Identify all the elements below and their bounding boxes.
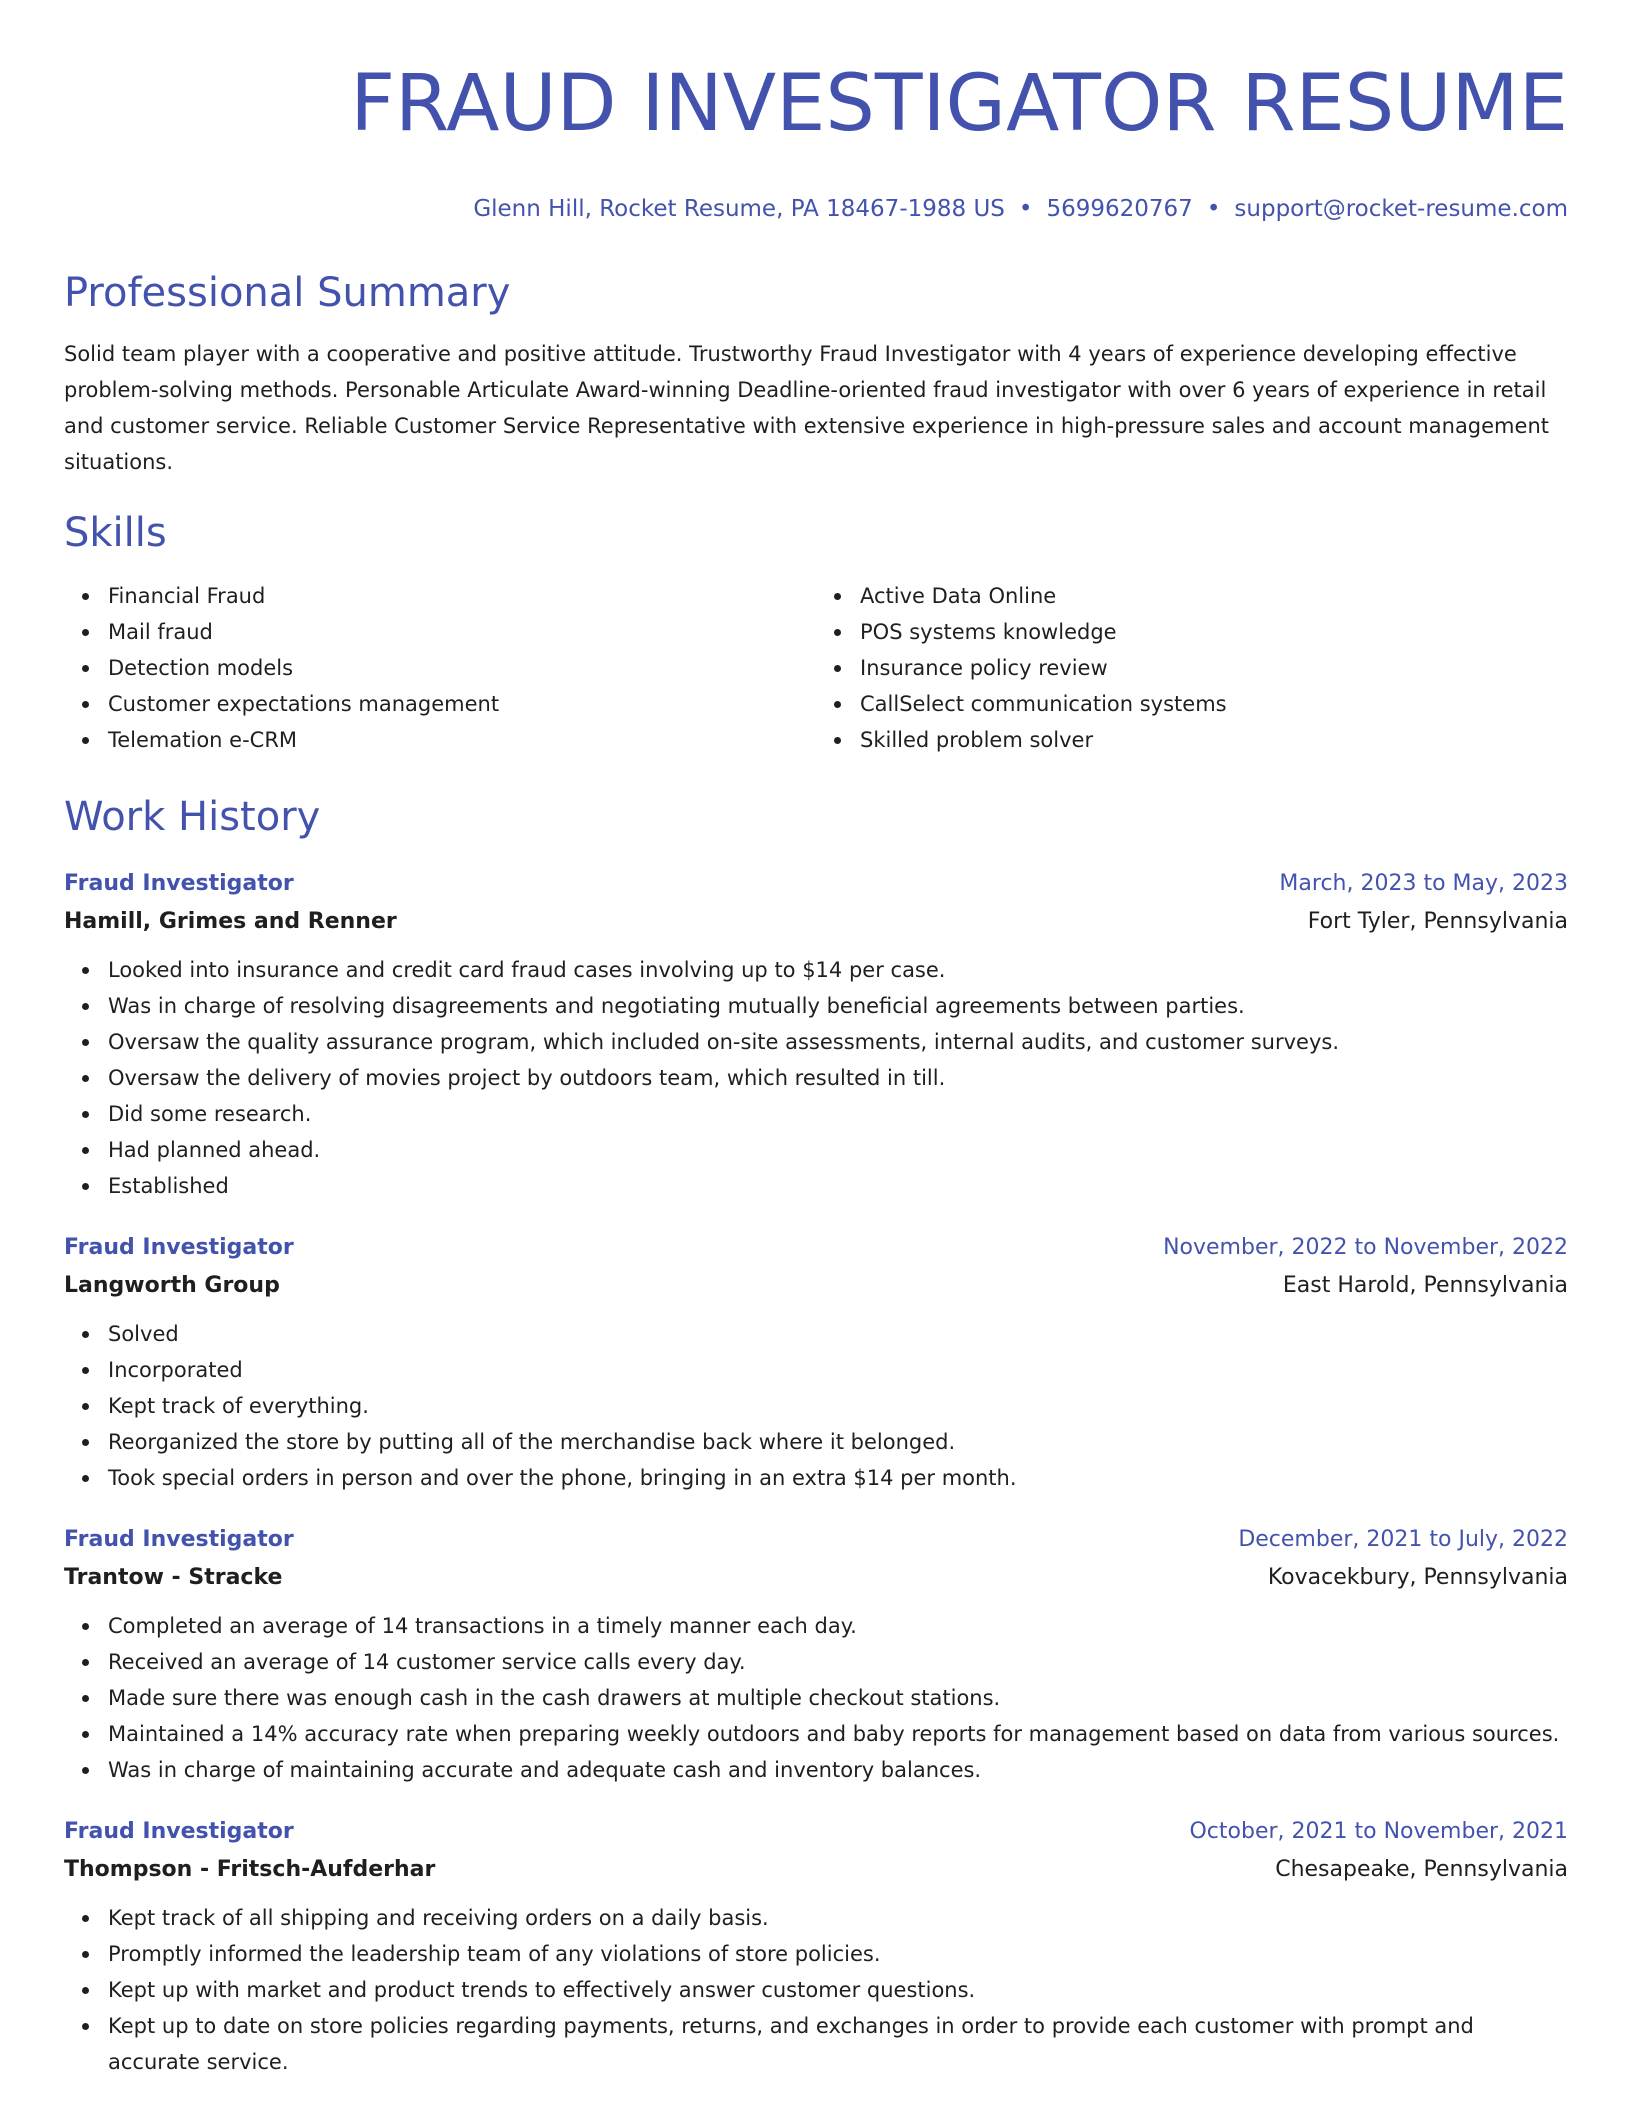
- job-location: Chesapeake, Pennsylvania: [1275, 1857, 1568, 1882]
- job-company-row: [64, 1850, 1568, 1890]
- job-title-row: [64, 1522, 1568, 1558]
- job-bullets: [64, 1608, 1568, 1788]
- job-bullet: Did some research.: [108, 1096, 1568, 1132]
- job-bullet: Kept up with market and product trends to effectively answer customer questions.: [108, 1972, 1568, 2008]
- summary-text: Solid team player with a cooperative and positive attitude. Trustworthy Fraud Investigator with 4 years of experience developing effective problem-solving methods. Personable Articulate Award-winning Deadline-oriented fraud investigator with over 6 years of experience in retail and customer service. Reliable Customer Service Representative with extensive experience in high-pressure sales and account management situations.: [64, 342, 1549, 474]
- skills-grid: [64, 578, 1568, 758]
- job-bullet: Kept up to date on store policies regarding payments, returns, and exchanges in order to provide each customer with prompt and accurate service.: [108, 2008, 1568, 2080]
- job-company: Hamill, Grimes and Renner: [64, 909, 397, 934]
- work-history-heading: Work History: [64, 794, 321, 840]
- contact-phone: 5699620767: [1046, 196, 1193, 222]
- job-bullet: Incorporated: [108, 1352, 1568, 1388]
- job-title: Fraud Investigator: [64, 871, 294, 896]
- skills-heading: Skills: [64, 510, 167, 556]
- work-history-list: [64, 866, 1568, 2080]
- job-title: Fraud Investigator: [64, 1527, 294, 1552]
- job-bullet: Kept track of all shipping and receiving orders on a daily basis.: [108, 1900, 1568, 1936]
- job-bullet: Was in charge of resolving disagreements and negotiating mutually beneficial agreements between parties.: [108, 988, 1568, 1024]
- contact-separator: •: [1206, 196, 1221, 222]
- skills-left-column: [64, 578, 816, 758]
- job-bullet: Maintained a 14% accuracy rate when preparing weekly outdoors and baby reports for management based on data from various sources.: [108, 1716, 1568, 1752]
- job-bullet: Promptly informed the leadership team of any violations of store policies.: [108, 1936, 1568, 1972]
- job-company: Trantow - Stracke: [64, 1565, 283, 1590]
- skill-item: CallSelect communication systems: [860, 686, 1568, 722]
- job-entry: [64, 1814, 1568, 2080]
- job-company: Thompson - Fritsch-Aufderhar: [64, 1857, 436, 1882]
- skill-item: Customer expectations management: [108, 686, 816, 722]
- job-bullet: Oversaw the delivery of movies project by outdoors team, which resulted in till.: [108, 1060, 1568, 1096]
- resume-page: [64, 0, 1568, 2080]
- job-bullets: [64, 1900, 1568, 2080]
- job-bullet: Was in charge of maintaining accurate and adequate cash and inventory balances.: [108, 1752, 1568, 1788]
- skill-item: Skilled problem solver: [860, 722, 1568, 758]
- contact-separator: •: [1018, 196, 1033, 222]
- job-bullet: Kept track of everything.: [108, 1388, 1568, 1424]
- job-bullet: Established: [108, 1168, 1568, 1204]
- job-bullet: Had planned ahead.: [108, 1132, 1568, 1168]
- job-title-row: [64, 1230, 1568, 1266]
- job-location: Kovacekbury, Pennsylvania: [1267, 1565, 1568, 1590]
- job-bullet: Completed an average of 14 transactions in a timely manner each day.: [108, 1608, 1568, 1644]
- job-title: Fraud Investigator: [64, 1235, 294, 1260]
- job-bullet: Reorganized the store by putting all of the merchandise back where it belonged.: [108, 1424, 1568, 1460]
- skills-right-column: [816, 578, 1568, 758]
- skill-item: Mail fraud: [108, 614, 816, 650]
- job-company-row: [64, 1558, 1568, 1598]
- job-bullet: Received an average of 14 customer service calls every day.: [108, 1644, 1568, 1680]
- skill-item: POS systems knowledge: [860, 614, 1568, 650]
- job-dates: October, 2021 to November, 2021: [1189, 1819, 1568, 1844]
- skill-item: Active Data Online: [860, 578, 1568, 614]
- summary-heading: Professional Summary: [64, 270, 511, 316]
- job-bullet: Looked into insurance and credit card fraud cases involving up to $14 per case.: [108, 952, 1568, 988]
- contact-address: Glenn Hill, Rocket Resume, PA 18467-1988 US: [473, 196, 1005, 222]
- job-entry: [64, 866, 1568, 1204]
- job-company-row: [64, 1266, 1568, 1306]
- job-title: Fraud Investigator: [64, 1819, 294, 1844]
- job-bullet: Made sure there was enough cash in the cash drawers at multiple checkout stations.: [108, 1680, 1568, 1716]
- resume-title: FRAUD INVESTIGATOR RESUME: [350, 59, 1568, 149]
- job-bullets: [64, 1316, 1568, 1496]
- job-dates: March, 2023 to May, 2023: [1279, 871, 1568, 896]
- job-location: East Harold, Pennsylvania: [1282, 1273, 1568, 1298]
- job-bullet: Took special orders in person and over the phone, bringing in an extra $14 per month.: [108, 1460, 1568, 1496]
- contact-line: [64, 194, 1568, 224]
- job-title-row: [64, 1814, 1568, 1850]
- job-bullet: Oversaw the quality assurance program, which included on-site assessments, internal audits, and customer surveys.: [108, 1024, 1568, 1060]
- job-entry: [64, 1522, 1568, 1788]
- skill-item: Detection models: [108, 650, 816, 686]
- skill-item: Financial Fraud: [108, 578, 816, 614]
- job-location: Fort Tyler, Pennsylvania: [1307, 909, 1568, 934]
- skill-item: Telemation e-CRM: [108, 722, 816, 758]
- job-entry: [64, 1230, 1568, 1496]
- job-bullet: Solved: [108, 1316, 1568, 1352]
- job-title-row: [64, 866, 1568, 902]
- job-dates: November, 2022 to November, 2022: [1163, 1235, 1568, 1260]
- contact-email: support@rocket-resume.com: [1234, 196, 1568, 222]
- job-dates: December, 2021 to July, 2022: [1238, 1527, 1568, 1552]
- job-bullets: [64, 952, 1568, 1204]
- job-company: Langworth Group: [64, 1273, 280, 1298]
- job-company-row: [64, 902, 1568, 942]
- skill-item: Insurance policy review: [860, 650, 1568, 686]
